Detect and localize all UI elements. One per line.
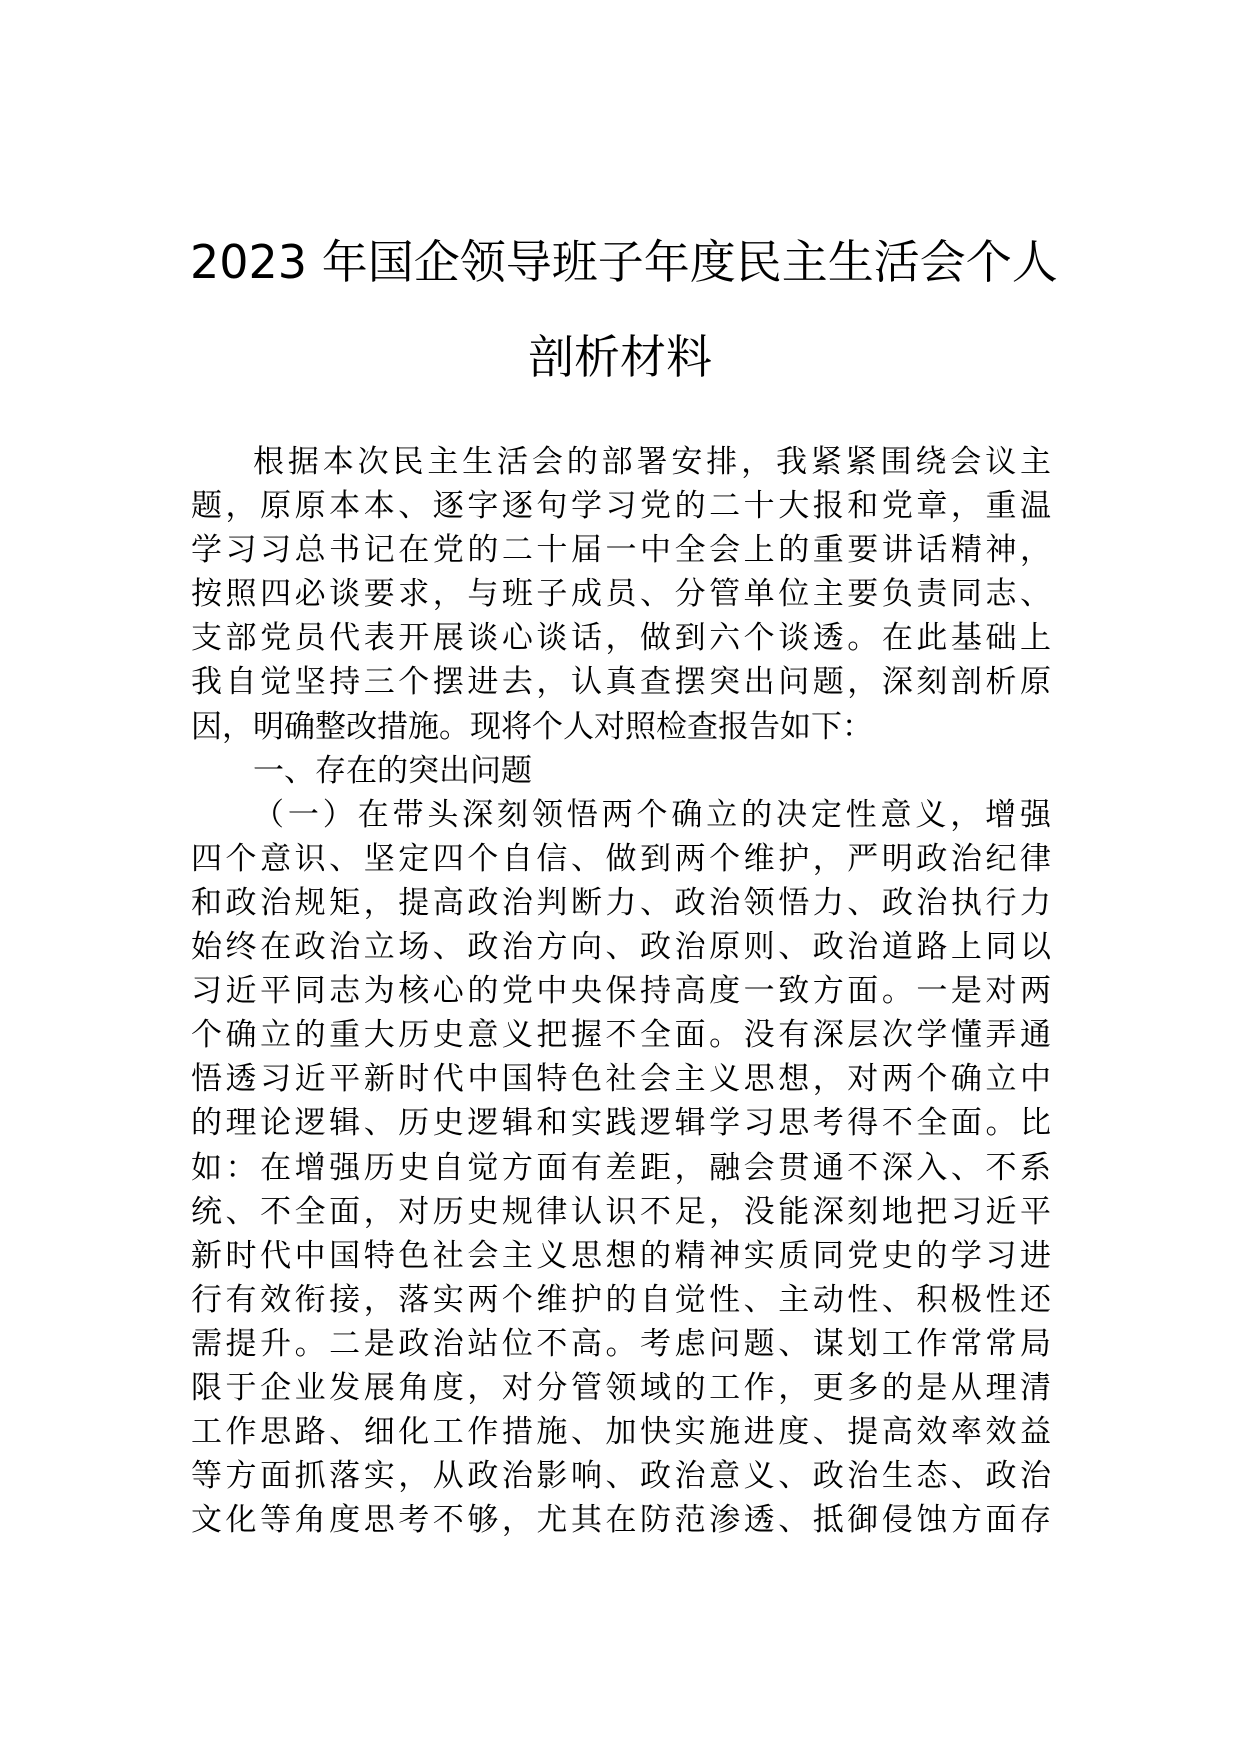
body-line: 需提升。二是政治站位不高。考虑问题、谋划工作常常局 <box>191 1325 1051 1362</box>
body-line: 悟透习近平新时代中国特色社会主义思想，对两个确立中 <box>191 1061 1051 1098</box>
body-line: 一、存在的突出问题 <box>253 752 532 789</box>
body-line: 等方面抓落实，从政治影响、政治意义、政治生态、政治 <box>191 1458 1051 1495</box>
body-line: 的理论逻辑、历史逻辑和实践逻辑学习思考得不全面。比 <box>191 1105 1051 1142</box>
body-line: 习近平同志为核心的党中央保持高度一致方面。一是对两 <box>191 973 1051 1010</box>
body-line: （一）在带头深刻领悟两个确立的决定性意义，增强 <box>253 796 1051 833</box>
body-line: 我自觉坚持三个摆进去，认真查摆突出问题，深刻剖析原 <box>191 664 1051 701</box>
body-line: 文化等角度思考不够，尤其在防范渗透、抵御侵蚀方面存 <box>191 1502 1051 1539</box>
body-line: 始终在政治立场、政治方向、政治原则、政治道路上同以 <box>191 929 1051 966</box>
document-title-line-2: 剖析材料 <box>528 330 712 384</box>
body-line: 新时代中国特色社会主义思想的精神实质同党史的学习进 <box>191 1237 1051 1274</box>
body-line: 学习习总书记在党的二十届一中全会上的重要讲话精神， <box>191 532 1051 569</box>
body-line: 行有效衔接，落实两个维护的自觉性、主动性、积极性还 <box>191 1281 1051 1318</box>
body-line: 题，原原本本、逐字逐句学习党的二十大报和党章，重温 <box>191 488 1051 525</box>
body-line: 支部党员代表开展谈心谈话，做到六个谈透。在此基础上 <box>191 620 1051 657</box>
body-line: 个确立的重大历史意义把握不全面。没有深层次学懂弄通 <box>191 1017 1051 1054</box>
document-title-line-1: 2023 年国企领导班子年度民主生活会个人 <box>190 235 1058 289</box>
body-line: 按照四必谈要求，与班子成员、分管单位主要负责同志、 <box>191 576 1051 613</box>
body-line: 根据本次民主生活会的部署安排，我紧紧围绕会议主 <box>253 444 1051 480</box>
body-line: 工作思路、细化工作措施、加快实施进度、提高效率效益 <box>191 1414 1051 1451</box>
body-line: 因，明确整改措施。现将个人对照检查报告如下： <box>191 708 873 745</box>
document-body <box>191 440 1051 1542</box>
body-line: 限于企业发展角度，对分管领域的工作，更多的是从理清 <box>191 1369 1051 1406</box>
body-line: 和政治规矩，提高政治判断力、政治领悟力、政治执行力 <box>191 884 1051 921</box>
body-line: 四个意识、坚定四个自信、做到两个维护，严明政治纪律 <box>191 840 1051 877</box>
body-line: 如：在增强历史自觉方面有差距，融会贯通不深入、不系 <box>191 1149 1051 1186</box>
body-line: 统、不全面，对历史规律认识不足，没能深刻地把习近平 <box>191 1193 1051 1230</box>
